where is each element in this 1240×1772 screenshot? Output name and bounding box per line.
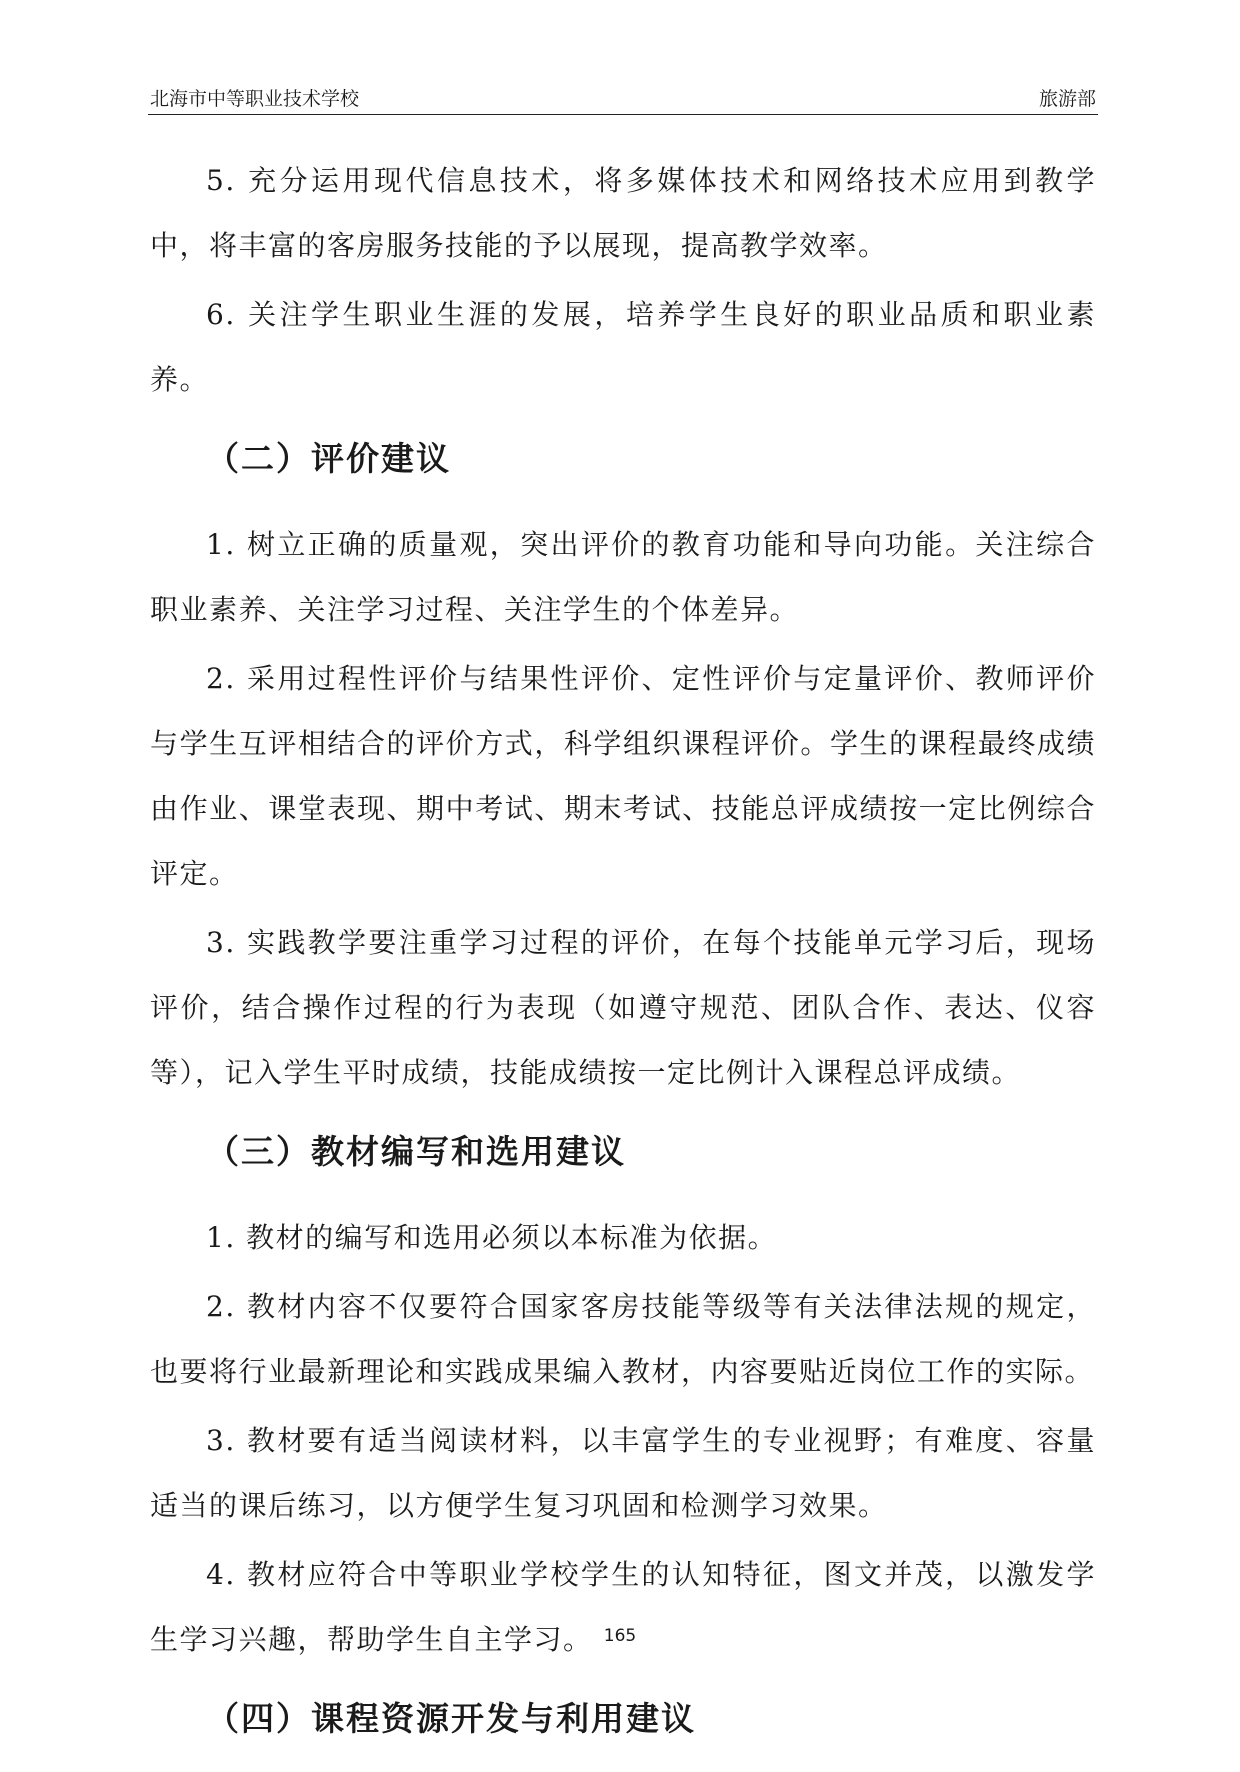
paragraph-evaluation-3: 3. 实践教学要注重学习过程的评价，在每个技能单元学习后，现场评价，结合操作过程的行为表现（如遵守规范、团队合作、表达、仪容等），记入学生平时成绩，技能成绩按一定比例计入课程总评成绩。: [150, 926, 1096, 1089]
paragraph-textbook-2: 2. 教材内容不仅要符合国家客房技能等级等有关法律法规的规定，也要将行业最新理论和实践成果编入教材，内容要贴近岗位工作的实际。: [150, 1290, 1096, 1388]
paragraph-textbook-4: 4. 教材应符合中等职业学校学生的认知特征，图文并茂，以激发学生学习兴趣，帮助学生自主学习。: [150, 1558, 1096, 1656]
header-school-name: 北海市中等职业技术学校: [150, 88, 360, 110]
paragraph-evaluation-2: 2. 采用过程性评价与结果性评价、定性评价与定量评价、教师评价与学生互评相结合的评价方式，科学组织课程评价。学生的课程最终成绩由作业、课堂表现、期中考试、期末考试、技能总评成绩按一定比例综合评定。: [150, 662, 1096, 890]
section-heading-resources: （四）课程资源开发与利用建议: [206, 1699, 696, 1738]
page-header: [148, 84, 1098, 115]
document-body: [150, 148, 1096, 1772]
paragraph-textbook-1: 1. 教材的编写和选用必须以本标准为依据。: [206, 1221, 778, 1254]
header-department: 旅游部: [1038, 88, 1096, 110]
section-heading-textbook: （三）教材编写和选用建议: [206, 1132, 626, 1171]
section-heading-evaluation: （二）评价建议: [206, 439, 451, 478]
page-number: 165: [603, 1626, 637, 1646]
paragraph-evaluation-1: 1. 树立正确的质量观，突出评价的教育功能和导向功能。关注综合职业素养、关注学习过程、关注学生的个体差异。: [150, 528, 1096, 626]
paragraph-teaching-5: 5. 充分运用现代信息技术，将多媒体技术和网络技术应用到教学中，将丰富的客房服务技能的予以展现，提高教学效率。: [150, 164, 1096, 262]
paragraph-textbook-3: 3. 教材要有适当阅读材料，以丰富学生的专业视野；有难度、容量适当的课后练习，以方便学生复习巩固和检测学习效果。: [150, 1424, 1096, 1522]
paragraph-teaching-6: 6. 关注学生职业生涯的发展，培养学生良好的职业品质和职业素养。: [150, 298, 1096, 396]
